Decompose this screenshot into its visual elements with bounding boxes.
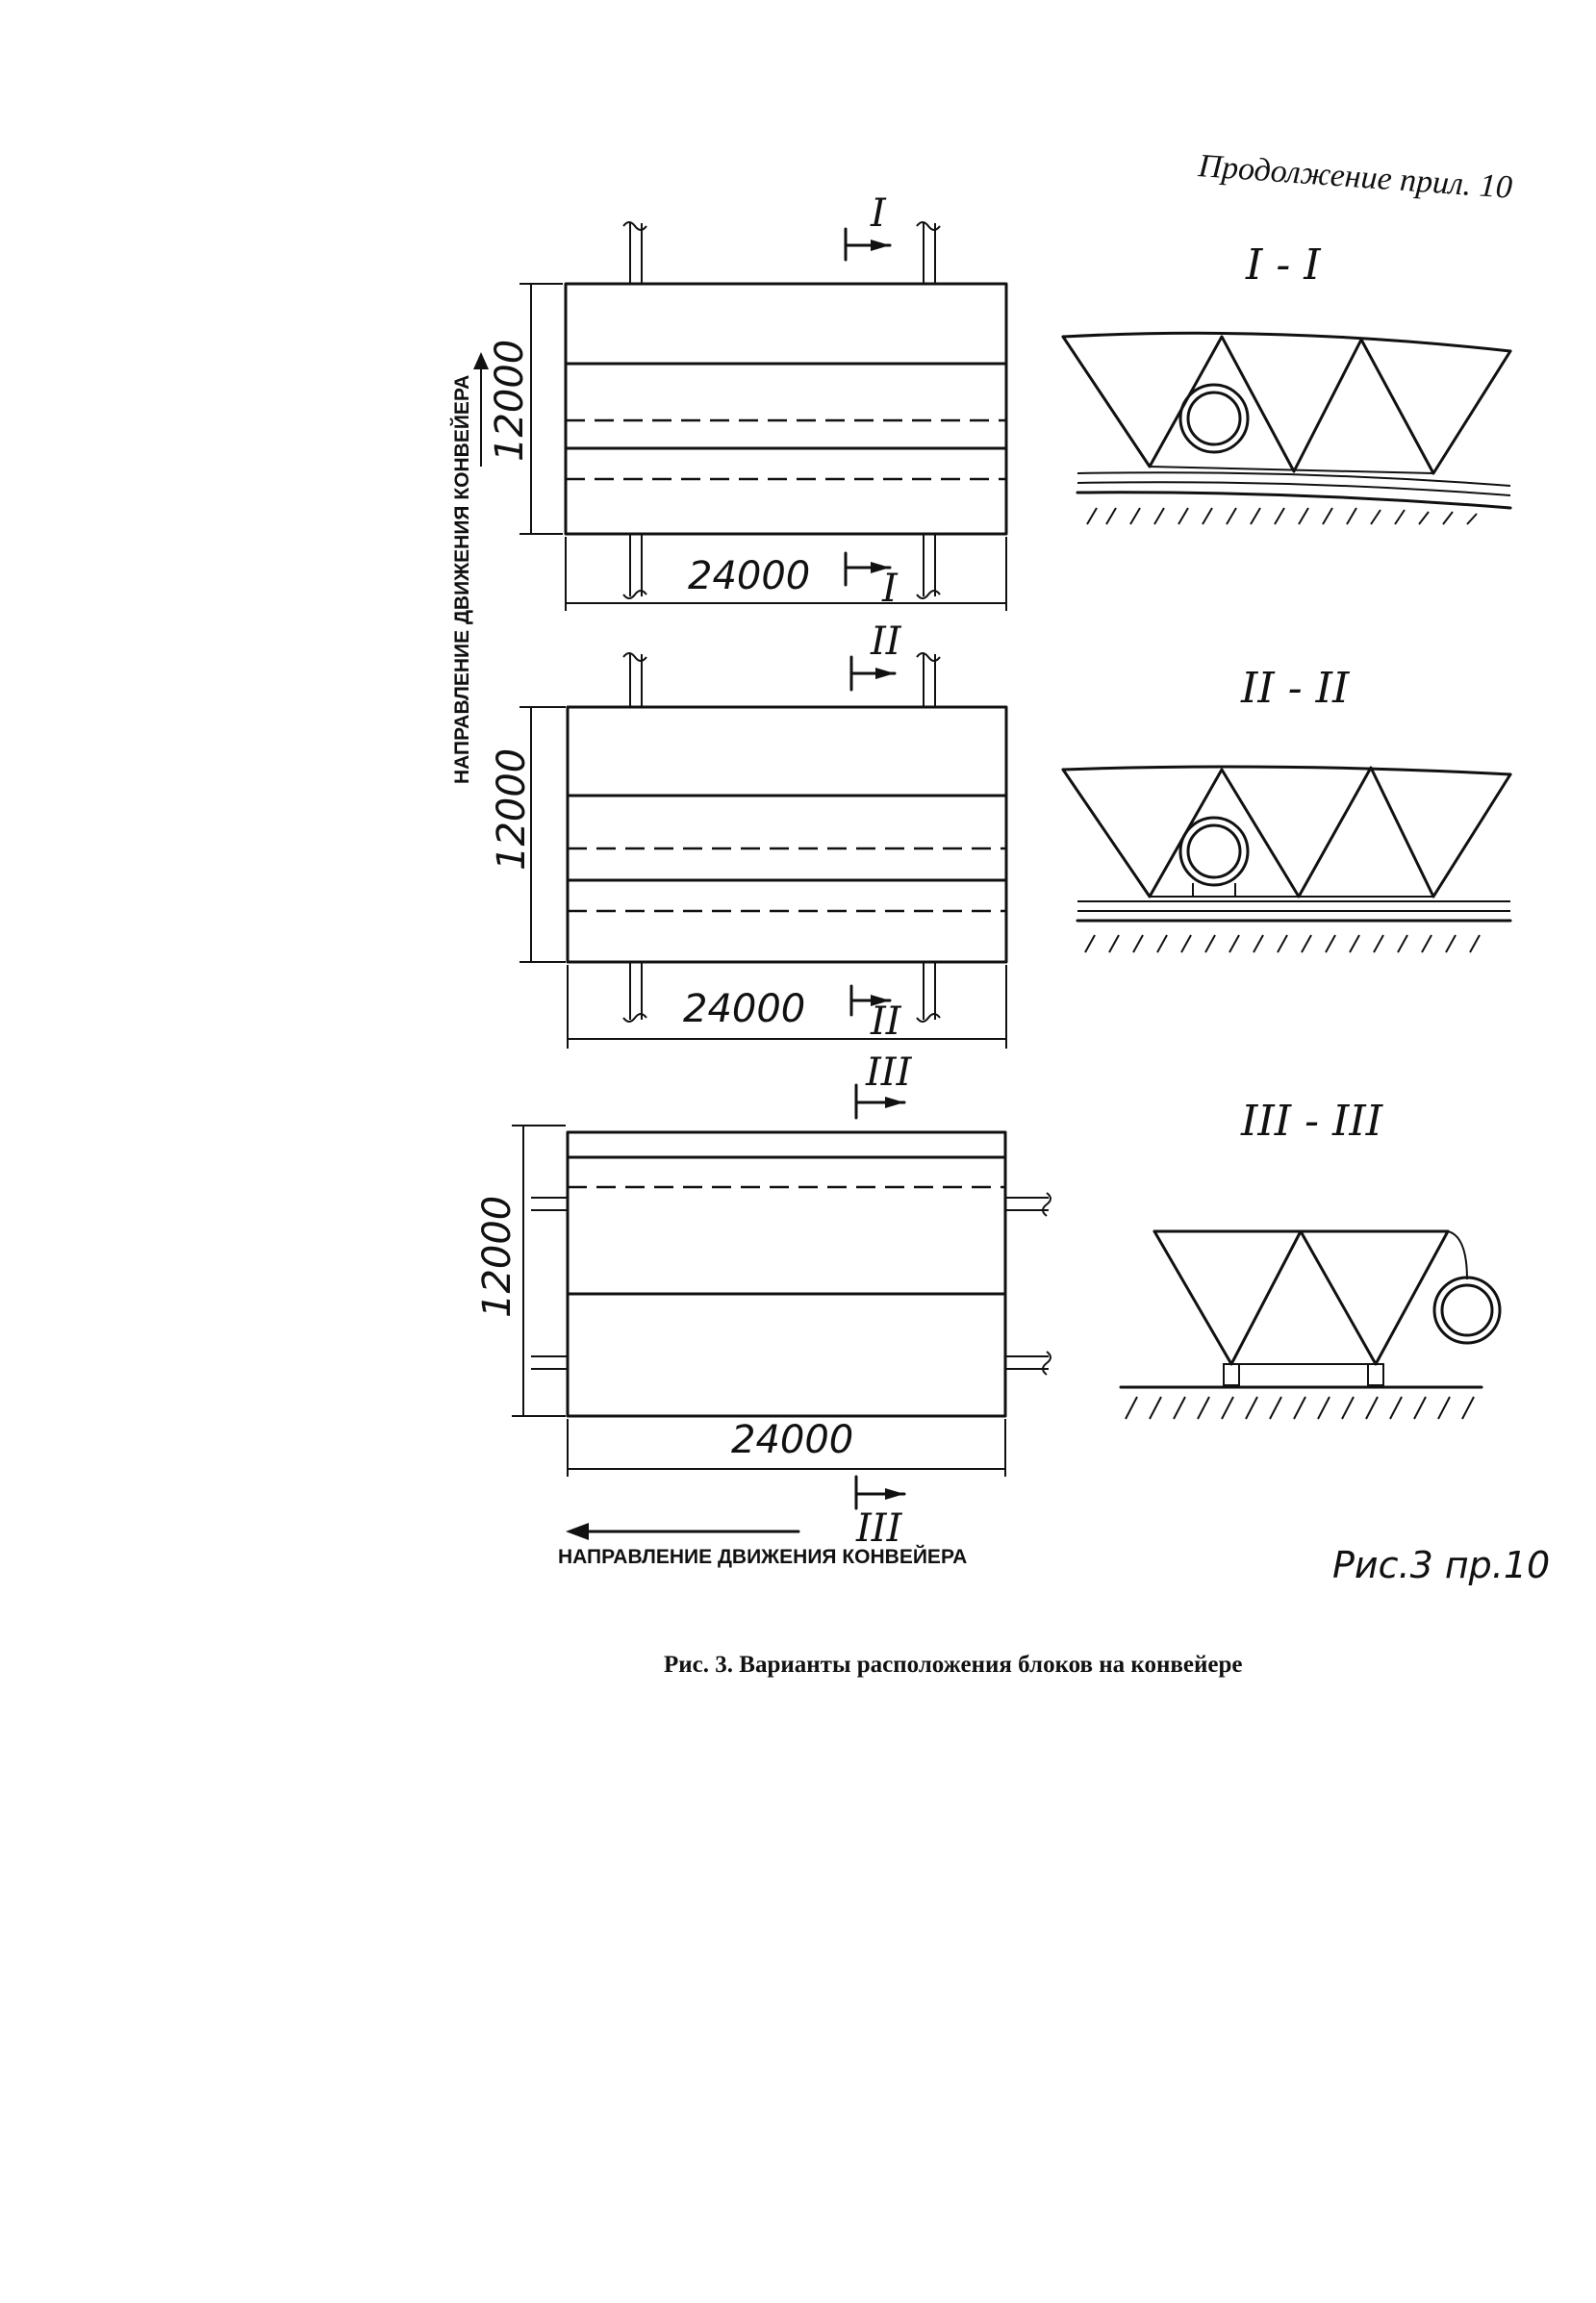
variant-3-section-mark-bottom: III — [856, 1506, 902, 1551]
variant-2-plan — [490, 620, 1006, 1049]
direction-label-vertical-text: НАПРАВЛЕНИЕ ДВИЖЕНИЯ КОНВЕЙЕРА — [451, 374, 473, 784]
variant-2-section-mark-bottom: II — [871, 1000, 901, 1044]
variant-3-width-dim: 12000 — [475, 1195, 519, 1318]
variant-3-section-title: III - III — [1241, 1097, 1383, 1146]
figure-label: Рис.3 пр.10 — [1332, 1544, 1551, 1586]
direction-arrowhead-left — [566, 1523, 589, 1540]
variant-2-section — [1063, 664, 1510, 952]
variant-1-section-mark-bottom: I — [882, 567, 898, 611]
variant-2-width-dim: 12000 — [490, 747, 534, 871]
variant-3-plan — [475, 1050, 1051, 1551]
figure-caption: Рис. 3. Варианты расположения блоков на конвейере — [664, 1652, 1243, 1678]
variant-1-plan — [488, 191, 1006, 611]
direction-arrowhead-up — [473, 352, 489, 369]
direction-label-vertical — [450, 352, 489, 784]
variant-1-section — [1063, 240, 1510, 524]
variant-2-section-mark-top: II — [871, 620, 901, 664]
variant-3-length-dim: 24000 — [731, 1418, 854, 1462]
variant-1-section-title: I - I — [1246, 240, 1321, 290]
variant-3-section-mark-top: III — [866, 1050, 912, 1095]
continuation-header: Продолжение прил. 10 — [1197, 148, 1514, 206]
variant-3-section — [1121, 1097, 1500, 1419]
direction-label-horizontal — [558, 1523, 967, 1568]
variant-2-section-title: II - II — [1241, 664, 1350, 713]
variant-1-width-dim: 12000 — [488, 339, 532, 462]
variant-1-section-mark-top: I — [871, 191, 886, 236]
direction-label-horizontal-text: НАПРАВЛЕНИЕ ДВИЖЕНИЯ КОНВЕЙЕРА — [558, 1546, 968, 1568]
variant-2-length-dim: 24000 — [683, 987, 806, 1031]
variant-1-length-dim: 24000 — [688, 554, 811, 598]
